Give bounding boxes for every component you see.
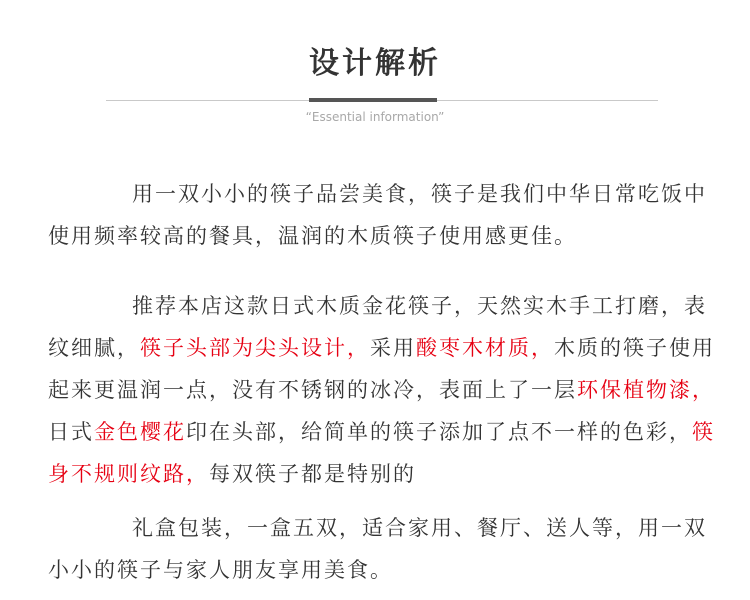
highlight-material: 酸枣木材质， <box>416 336 554 360</box>
section-subtitle: “Essential information” <box>305 110 445 124</box>
paragraph-intro <box>48 173 728 257</box>
paragraph-packaging <box>48 507 728 591</box>
paragraph-packaging-text: 礼盒包装，一盒五双，适合家用、餐厅、送人等，用一双小小的筷子与家人朋友享用美食。 <box>48 516 707 582</box>
product-detail-text-1: 推荐本店这款日式木质金花筷子，天然实木手工打磨，表纹细腻， <box>48 294 707 360</box>
product-detail-text-4: 日式 <box>48 420 94 444</box>
section-title: 设计解析 <box>309 46 441 81</box>
highlight-eco-lacquer: 环保植物漆， <box>577 378 715 402</box>
product-detail-text-5: 印在头部，给简单的筷子添加了点不一样的色彩， <box>186 420 692 444</box>
paragraph-intro-text: 用一双小小的筷子品尝美食，筷子是我们中华日常吃饭中使用频率较高的餐具，温润的木质筷子使用感更佳。 <box>48 182 707 248</box>
product-detail-text-6: 每双筷子都是特别的 <box>209 462 416 486</box>
highlight-gold-sakura: 金色樱花 <box>94 420 186 444</box>
title-accent-bar <box>309 98 437 102</box>
product-detail-text-2: 采用 <box>370 336 416 360</box>
highlight-tip-design: 筷子头部为尖头设计， <box>140 336 370 360</box>
product-detail-text-3: 木质的筷子使用起来更温润一点，没有不锈钢的冰冷，表面上了一层 <box>48 336 715 402</box>
highlight-irregular-grain: 筷身不规则纹路， <box>48 420 715 486</box>
paragraph-product-detail <box>48 285 728 495</box>
